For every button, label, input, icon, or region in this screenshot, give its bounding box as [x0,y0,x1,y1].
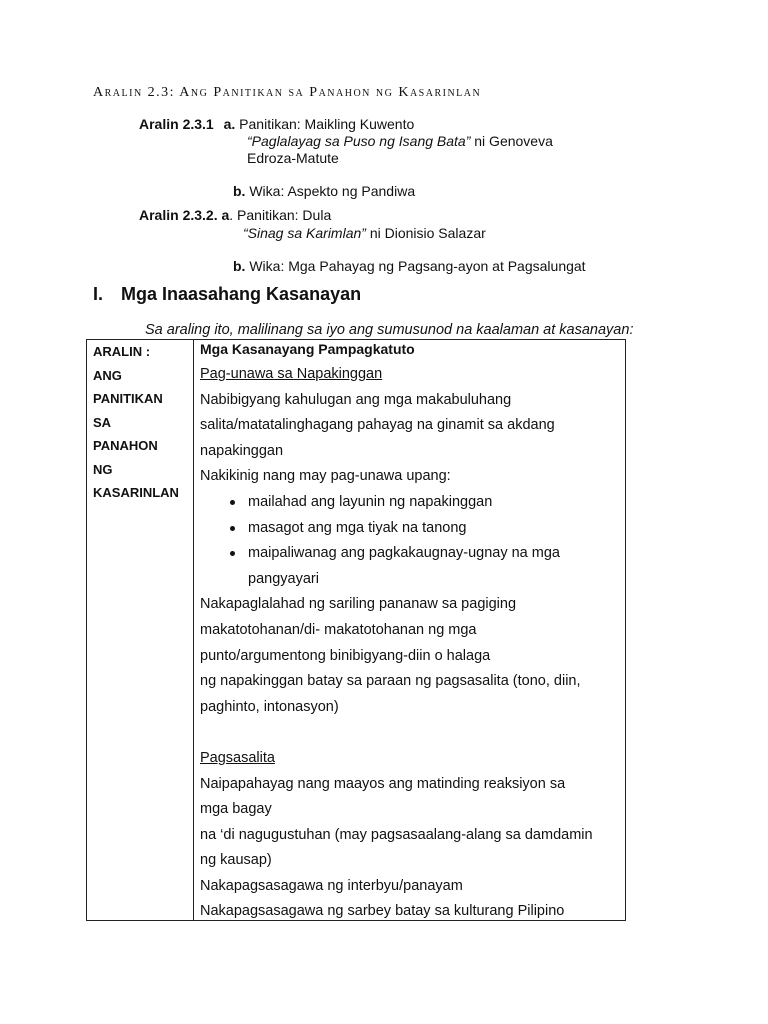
section-heading [93,284,361,305]
left-col-line: NG [93,461,113,477]
skill-line: napakinggan [200,442,284,459]
table-left-column [93,340,189,505]
bullet-item: masagot ang mga tiyak na tanong [200,516,620,542]
aralin-231-a-text: Panitikan: Maikling Kuwento [239,116,415,132]
left-col-line: PANAHON [93,438,158,453]
skill-line: na ‘di nagugustuhan (may pagsasaalang-alang sa damdamin [200,826,593,843]
play-title: “Sinag sa Karimlan” [243,225,366,241]
aralin-231-row [139,116,414,132]
section-number: I. [93,284,104,304]
subheading-speaking: Pagsasalita [200,749,275,766]
aralin-231-b-label: b. [233,183,246,199]
section-title: Mga Inaasahang Kasanayan [121,284,362,304]
skill-line: Nakapagsasagawa ng sarbey batay sa kulturang Pilipino [200,903,565,920]
table-right-column [200,340,620,925]
left-col-line: KASARINLAN [93,485,179,500]
spacer [200,720,620,746]
skill-line: makatotohanan/di- makatotohanan ng mga [200,621,477,638]
aralin-231-label: Aralin 2.3.1 [139,116,214,132]
story-author-cont: Edroza-Matute [247,150,339,166]
aralin-231-b-row [233,183,415,199]
play-author: ni Dionisio Salazar [365,225,486,241]
skill-line: Nakapaglalahad ng sariling pananaw sa pagiging [200,596,517,613]
left-col-line: SA [93,414,112,430]
skill-line: paghinto, intonasyon) [200,698,339,715]
aralin-231-b-text: Wika: Aspekto ng Pandiwa [245,183,416,199]
story-title: “Paglalayag sa Puso ng Isang Bata” [247,133,471,149]
aralin-231-a-label: a. [223,116,236,132]
bullet-item: maipaliwanag ang pagkakaugnay-ugnay na mga [200,541,620,567]
subheading-listening: Pag-unawa sa Napakinggan [200,366,383,382]
skill-line: Nakapagsasagawa ng interbyu/panayam [200,877,463,894]
skill-line: punto/argumentong binibigyang-diin o halaga [200,647,491,664]
section-intro: Sa araling ito, malilinang sa iyo ang sumusunod na kaalaman at kasanayan: [145,322,634,338]
left-col-line: PANITIKAN [93,391,163,406]
skill-line: Nabibigyang kahulugan ang mga makabuluhang [200,391,512,408]
aralin-232-label: Aralin 2.3.2. a [139,207,230,223]
aralin-232-a-text: . Panitikan: Dula [229,207,332,223]
aralin-232-b-label: b. [233,258,246,274]
table-column-divider [193,339,194,921]
skill-line: Naipapahayag nang maayos ang matinding reaksiyon sa [200,775,566,792]
story-author: ni Genoveva [470,133,553,149]
lesson-title: Aralin 2.3: Ang Panitikan sa Panahon ng Kasarinlan [93,85,482,100]
table-header: Mga Kasanayang Pampagkatuto [200,341,415,357]
bullet-item: mailahad ang layunin ng napakinggan [200,490,620,516]
story-title-row [247,133,553,149]
aralin-232-b-row [233,258,586,274]
skill-line: Nakikinig nang may pag-unawa upang: [200,468,451,485]
skill-line: ng kausap) [200,852,272,869]
skill-line: salita/matatalinghagang pahayag na ginamit sa akdang [200,417,555,434]
left-col-line: ANG [93,367,122,383]
aralin-232-b-text: Wika: Mga Pahayag ng Pagsang-ayon at Pagsalungat [245,258,586,274]
bullet-continuation: pangyayari [248,570,319,587]
skill-line: mga bagay [200,801,272,818]
skill-line: ng napakinggan batay sa paraan ng pagsasalita (tono, diin, [200,673,581,690]
left-col-line: ARALIN : [93,344,151,359]
play-title-row [243,225,486,241]
aralin-232-row [139,207,331,223]
